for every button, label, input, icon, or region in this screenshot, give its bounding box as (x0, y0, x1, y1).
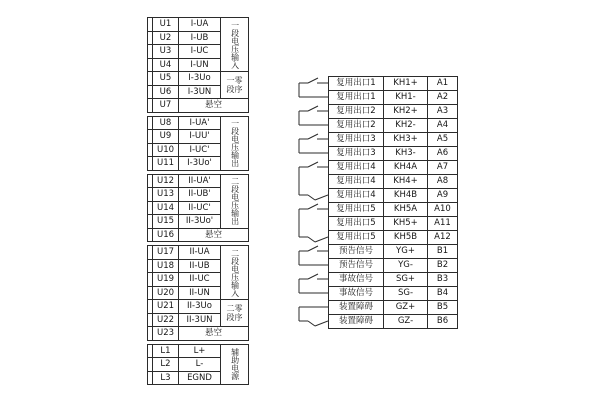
signal-cell: KH1+ (384, 77, 428, 91)
signal-cell: I-3Uo' (179, 157, 221, 171)
signal-cell: II-UC (179, 273, 221, 287)
terminal-id-cell: U23 (153, 327, 179, 341)
nc-contact-icon (296, 300, 328, 328)
terminal-number-cell: A6 (428, 147, 458, 161)
group-label (221, 18, 249, 72)
terminal-id-cell: U9 (153, 130, 179, 144)
terminal-id-cell: U2 (153, 31, 179, 45)
output-name-cell: 复用出口5 (329, 217, 384, 231)
terminal-id-cell: L2 (153, 358, 179, 372)
group-label (221, 300, 249, 327)
group-label-text: 二段电压输入 (230, 248, 240, 297)
table-row (329, 175, 458, 189)
table-row (329, 119, 458, 133)
table-row (329, 287, 458, 301)
signal-cell: SG- (384, 287, 428, 301)
signal-cell: GZ+ (384, 301, 428, 315)
table-row (329, 77, 458, 91)
left-terminal-block (147, 17, 249, 388)
signal-cell: II-3UN (179, 313, 221, 327)
terminal-number-cell: A4 (428, 119, 458, 133)
table-row (329, 161, 458, 175)
signal-cell: KH2- (384, 119, 428, 133)
output-table (328, 76, 458, 329)
signal-cell: II-UA (179, 246, 221, 260)
output-name-cell: 装置障碍 (329, 301, 384, 315)
changeover-contact-icon (296, 160, 328, 202)
floating-cell: 悬空 (179, 228, 249, 242)
signal-cell: KH5A (384, 203, 428, 217)
table-row (148, 300, 249, 314)
floating-cell: 悬空 (179, 99, 249, 113)
group-label (221, 344, 249, 385)
terminal-id-cell: U4 (153, 58, 179, 72)
group-label-line: 段序 (226, 85, 243, 94)
terminal-id-cell: U13 (153, 188, 179, 202)
terminal-number-cell: A1 (428, 77, 458, 91)
group-label (221, 174, 249, 228)
signal-cell: I-UN (179, 58, 221, 72)
terminal-block-section (147, 344, 249, 386)
table-row (148, 327, 249, 341)
terminal-block-section (147, 17, 249, 113)
group-label-line: 一零 (226, 76, 243, 85)
signal-cell: KH4A (384, 161, 428, 175)
signal-cell: I-3UN (179, 85, 221, 99)
signal-cell: KH5B (384, 231, 428, 245)
output-name-cell: 复用出口4 (329, 161, 384, 175)
terminal-number-cell: B4 (428, 287, 458, 301)
output-name-cell: 复用出口5 (329, 231, 384, 245)
group-label-text: 二段电压输出 (230, 177, 240, 225)
terminal-number-cell: B1 (428, 245, 458, 259)
signal-cell: KH4B (384, 189, 428, 203)
signal-cell: YG- (384, 259, 428, 273)
table-row (148, 344, 249, 358)
relay-contact-symbols (296, 76, 328, 328)
group-label-text: 一段电压输出 (230, 119, 240, 167)
terminal-id-cell: U7 (153, 99, 179, 113)
terminal-id-cell: U10 (153, 143, 179, 157)
terminal-id-cell: L3 (153, 371, 179, 385)
terminal-number-cell: A8 (428, 175, 458, 189)
table-row (329, 259, 458, 273)
terminal-id-cell: U11 (153, 157, 179, 171)
output-name-cell: 事故信号 (329, 273, 384, 287)
terminal-number-cell: A12 (428, 231, 458, 245)
terminal-id-cell: U3 (153, 45, 179, 59)
signal-cell: L+ (179, 344, 221, 358)
table-row (329, 273, 458, 287)
terminal-number-cell: B6 (428, 315, 458, 329)
terminal-id-cell: U19 (153, 273, 179, 287)
terminal-id-cell: U16 (153, 228, 179, 242)
signal-cell: SG+ (384, 273, 428, 287)
floating-cell: 悬空 (179, 327, 249, 341)
table-row (148, 18, 249, 32)
group-label-text: 辅助电源 (230, 348, 240, 381)
signal-cell: II-UA' (179, 174, 221, 188)
signal-cell: KH4+ (384, 175, 428, 189)
signal-cell: I-UC' (179, 143, 221, 157)
group-label-text: 一段电压输入 (230, 20, 240, 69)
signal-cell: I-UA' (179, 116, 221, 130)
signal-cell: I-3Uo (179, 72, 221, 86)
terminal-id-cell: U20 (153, 286, 179, 300)
output-terminal-table (328, 76, 458, 329)
signal-cell: KH3- (384, 147, 428, 161)
signal-cell: KH1- (384, 91, 428, 105)
table-row (329, 91, 458, 105)
signal-cell: I-UB (179, 31, 221, 45)
signal-cell: II-UB' (179, 188, 221, 202)
terminal-id-cell: U18 (153, 259, 179, 273)
signal-cell: EGND (179, 371, 221, 385)
signal-cell: YG+ (384, 245, 428, 259)
signal-cell: I-UA (179, 18, 221, 32)
output-name-cell: 复用出口1 (329, 91, 384, 105)
terminal-block-section (147, 245, 249, 341)
output-name-cell: 复用出口3 (329, 147, 384, 161)
terminal-id-cell: U8 (153, 116, 179, 130)
output-name-cell: 复用出口4 (329, 175, 384, 189)
no-contact-icon (296, 132, 328, 160)
terminal-block-section (147, 174, 249, 243)
table-row (148, 174, 249, 188)
signal-cell: I-UC (179, 45, 221, 59)
signal-cell: L- (179, 358, 221, 372)
terminal-id-cell: U17 (153, 246, 179, 260)
output-name-cell: 预告信号 (329, 245, 384, 259)
terminal-id-cell: U22 (153, 313, 179, 327)
terminal-id-cell: U5 (153, 72, 179, 86)
terminal-id-cell: U12 (153, 174, 179, 188)
terminal-number-cell: A3 (428, 105, 458, 119)
terminal-number-cell: A2 (428, 91, 458, 105)
terminal-number-cell: A7 (428, 161, 458, 175)
table-row (329, 301, 458, 315)
output-name-cell: 预告信号 (329, 259, 384, 273)
terminal-id-cell: U15 (153, 215, 179, 229)
no-contact-icon (296, 272, 328, 300)
signal-cell: II-UB (179, 259, 221, 273)
no-contact-icon (296, 244, 328, 272)
group-label (221, 246, 249, 300)
group-label (221, 72, 249, 99)
changeover-contact-icon (296, 202, 328, 244)
group-label-text (221, 76, 248, 94)
table-row (329, 203, 458, 217)
output-name-cell: 复用出口3 (329, 133, 384, 147)
table-row (329, 133, 458, 147)
group-label-text (221, 304, 248, 322)
table-row (329, 231, 458, 245)
terminal-number-cell: B5 (428, 301, 458, 315)
signal-cell: GZ- (384, 315, 428, 329)
table-row (329, 245, 458, 259)
terminal-id-cell: U6 (153, 85, 179, 99)
table-row (148, 246, 249, 260)
signal-cell: II-3Uo' (179, 215, 221, 229)
terminal-number-cell: A11 (428, 217, 458, 231)
terminal-id-cell: U21 (153, 300, 179, 314)
group-label-line: 段序 (226, 313, 243, 322)
terminal-id-cell: U1 (153, 18, 179, 32)
group-label (221, 116, 249, 170)
signal-cell: II-3Uo (179, 300, 221, 314)
table-row (329, 315, 458, 329)
signal-cell: II-UC' (179, 201, 221, 215)
output-name-cell: 复用出口2 (329, 105, 384, 119)
table-row (148, 228, 249, 242)
terminal-number-cell: B3 (428, 273, 458, 287)
terminal-number-cell: A5 (428, 133, 458, 147)
table-row (329, 147, 458, 161)
table-row (329, 189, 458, 203)
table-row (329, 217, 458, 231)
output-name-cell: 复用出口4 (329, 189, 384, 203)
table-row (148, 72, 249, 86)
signal-cell: II-UN (179, 286, 221, 300)
table-row (148, 116, 249, 130)
signal-cell: KH5+ (384, 217, 428, 231)
output-name-cell: 事故信号 (329, 287, 384, 301)
no-contact-icon (296, 76, 328, 104)
signal-cell: I-UU' (179, 130, 221, 144)
output-name-cell: 复用出口5 (329, 203, 384, 217)
group-label-line: 二零 (226, 304, 243, 313)
no-contact-icon (296, 104, 328, 132)
terminal-number-cell: A9 (428, 189, 458, 203)
signal-cell: KH3+ (384, 133, 428, 147)
output-name-cell: 装置障碍 (329, 315, 384, 329)
output-name-cell: 复用出口1 (329, 77, 384, 91)
terminal-number-cell: A10 (428, 203, 458, 217)
table-row (148, 99, 249, 113)
terminal-block-section (147, 116, 249, 171)
terminal-number-cell: B2 (428, 259, 458, 273)
signal-cell: KH2+ (384, 105, 428, 119)
terminal-id-cell: L1 (153, 344, 179, 358)
terminal-id-cell: U14 (153, 201, 179, 215)
output-name-cell: 复用出口2 (329, 119, 384, 133)
table-row (329, 105, 458, 119)
